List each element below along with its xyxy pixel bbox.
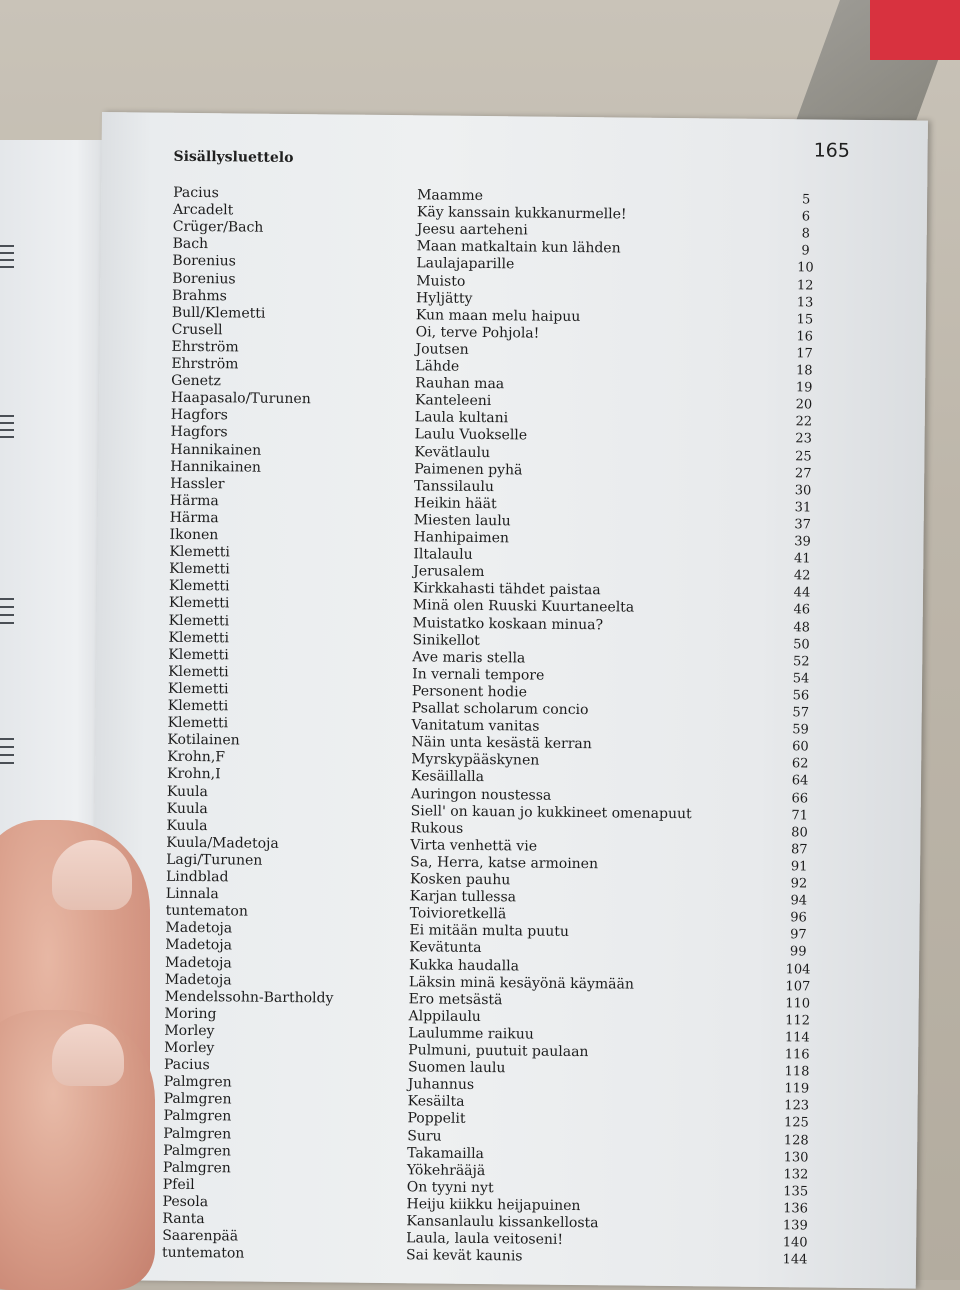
page-reference: 139 [782, 1218, 808, 1234]
song-title: Miesten laulu [413, 512, 511, 530]
page-reference: 6 [801, 209, 811, 225]
staff-line-mark [0, 622, 14, 624]
page-reference: 62 [791, 756, 809, 772]
song-title: Suru [407, 1127, 442, 1145]
page-reference: 56 [792, 688, 810, 704]
song-title: Hyljätty [415, 289, 473, 307]
song-title: Kanteleeni [414, 392, 492, 410]
song-title: Siell' on kauan jo kukkineet omenapuut [410, 802, 692, 822]
song-title: Paimenen pyhä [414, 460, 523, 479]
song-title: Juhannus [407, 1076, 475, 1094]
page-reference: 8 [801, 226, 810, 242]
staff-line-mark [0, 738, 14, 740]
composer-name: Morley [164, 1022, 215, 1040]
composer-name: Bull/Klemetti [171, 304, 266, 322]
song-title: Jeesu aarteheni [416, 221, 528, 239]
staff-line-mark [0, 614, 14, 616]
composer-name: Klemetti [168, 578, 230, 595]
composer-name: Morley [164, 1039, 215, 1057]
staff-line-mark [0, 252, 14, 254]
song-title: Sai kevät kaunis [405, 1247, 523, 1265]
song-title: Ave maris stella [412, 648, 526, 667]
song-title: Maan matkaltain kun lähden [416, 238, 621, 257]
composer-name: Klemetti [168, 629, 230, 646]
composer-name: Borenius [172, 253, 236, 270]
song-title: Sinikellot [412, 631, 480, 649]
staff-line-mark [0, 762, 14, 764]
composer-name: Palmgren [162, 1159, 231, 1177]
page-reference: 44 [793, 585, 811, 601]
song-title: Personent hodie [411, 683, 527, 701]
staff-line-mark [0, 266, 14, 268]
composer-name: Klemetti [168, 595, 230, 612]
composer-name: Genetz [171, 372, 222, 390]
composer-name: Ranta [162, 1210, 205, 1228]
page-reference: 119 [784, 1081, 810, 1097]
page-reference: 99 [789, 944, 807, 960]
finger [0, 1010, 155, 1290]
page-reference: 135 [783, 1183, 809, 1200]
song-title: Vanitatum vanitas [411, 717, 540, 735]
song-title: Myrskypääskynen [411, 751, 540, 769]
composer-name: Lagi/Turunen [166, 851, 263, 869]
composer-name: tuntematon [165, 902, 248, 920]
song-title: Minä olen Ruuski Kuurtaneelta [412, 597, 635, 616]
page-reference: 107 [785, 978, 811, 995]
song-title: Tanssilaulu [414, 477, 494, 495]
composer-name: Palmgren [163, 1090, 232, 1108]
song-title: Kesäilta [407, 1093, 465, 1111]
page-reference: 42 [793, 568, 811, 584]
staff-line-mark [0, 746, 14, 748]
page-reference: 39 [794, 534, 811, 550]
composer-name: Klemetti [167, 697, 229, 715]
staff-line-mark [0, 429, 14, 431]
song-title: Laulumme raikuu [408, 1025, 534, 1043]
composer-name: Moring [164, 1005, 217, 1023]
composer-name: Pacius [173, 184, 219, 202]
composer-name: Bach [172, 236, 209, 253]
page-reference: 20 [795, 397, 813, 413]
page-reference: 116 [784, 1047, 810, 1063]
page-reference: 19 [795, 380, 813, 396]
composer-name: Härma [169, 492, 219, 510]
page-reference: 118 [784, 1064, 810, 1080]
thumb-nail [52, 840, 132, 910]
song-title: Ero metsästä [408, 990, 503, 1008]
page-reference: 94 [790, 893, 808, 909]
song-title: Kosken pauhu [409, 871, 511, 889]
song-title: On tyyni nyt [406, 1179, 494, 1196]
song-title: Läksin minä kesäyönä käymään [408, 973, 634, 993]
page-reference: 57 [792, 705, 810, 721]
composer-name: Madetoja [165, 937, 233, 954]
page-reference: 30 [794, 482, 812, 499]
song-title: Laulu Vuokselle [414, 426, 528, 444]
staff-line-mark [0, 422, 14, 424]
page-reference: 87 [790, 842, 808, 858]
page-reference: 10 [797, 260, 814, 276]
composer-name: Mendelssohn-Bartholdy [164, 988, 334, 1007]
song-title: Auringon noustessa [410, 785, 552, 804]
composer-name: Pfeil [162, 1176, 195, 1193]
composer-name: tuntematon [161, 1244, 245, 1262]
composer-name: Kotilainen [167, 731, 240, 749]
song-title: Kirkkahasti tähdet paistaa [412, 580, 601, 599]
page-reference: 92 [790, 876, 808, 892]
page-reference: 60 [792, 739, 809, 755]
page-reference: 54 [792, 671, 810, 687]
staff-line-mark [0, 436, 14, 438]
composer-name: Madetoja [165, 954, 232, 971]
page-reference: 13 [796, 294, 814, 311]
song-title: Lähde [415, 358, 460, 375]
page-reference: 18 [795, 363, 813, 379]
composer-name: Saarenpää [162, 1227, 239, 1245]
composer-name: Palmgren [163, 1125, 232, 1142]
composer-name: Härma [169, 509, 219, 527]
page-reference: 37 [794, 517, 812, 533]
staff-line-mark [0, 415, 14, 417]
song-title: Ei mitään multa puutu [409, 922, 570, 941]
composer-name: Madetoja [164, 971, 232, 988]
song-title: Kevätlaulu [414, 443, 491, 461]
page-reference: 15 [796, 311, 814, 328]
composer-name: Klemetti [167, 714, 229, 732]
page-reference: 91 [790, 859, 808, 875]
page-reference: 132 [783, 1166, 809, 1183]
song-title: Kesäillalla [410, 768, 485, 786]
page-reference: 80 [791, 824, 808, 841]
page-reference: 27 [794, 465, 812, 482]
contents-page [90, 112, 928, 1289]
song-title: Rauhan maa [415, 375, 505, 393]
page-reference: 130 [783, 1149, 809, 1166]
song-title: Kansanlaulu kissankellosta [406, 1213, 599, 1232]
page-reference: 104 [785, 961, 811, 977]
song-title: Jerusalem [413, 563, 485, 581]
page-reference: 128 [783, 1132, 809, 1148]
song-title: Joutsen [415, 341, 469, 358]
composer-name: Lindblad [165, 868, 229, 886]
composer-name: Palmgren [163, 1142, 232, 1160]
song-title: Muisto [416, 272, 466, 290]
page-reference: 71 [791, 807, 809, 824]
page-reference: 140 [782, 1235, 808, 1251]
page-reference: 22 [795, 414, 813, 430]
composer-name: Hagfors [170, 424, 228, 441]
composer-name: Hagfors [170, 407, 228, 424]
composer-name: Hannikainen [170, 441, 262, 459]
page-reference: 66 [791, 790, 809, 806]
composer-name: Hannikainen [170, 458, 262, 476]
song-title: Psallat scholarum concio [411, 700, 589, 719]
song-title: Yökehrääjä [406, 1161, 486, 1179]
composer-name: Pesola [162, 1193, 209, 1211]
finger-nail [52, 1024, 124, 1086]
composer-name: Crusell [171, 321, 223, 339]
page-reference: 59 [792, 722, 809, 738]
page-reference: 9 [801, 243, 810, 259]
page-reference: 144 [782, 1252, 808, 1268]
song-title: Näin unta kesästä kerran [411, 734, 592, 753]
song-title: Laulajaparille [416, 255, 515, 273]
page-reference: 64 [791, 773, 809, 789]
page-reference: 17 [796, 346, 813, 362]
page-reference: 97 [790, 927, 807, 943]
composer-name: Linnala [165, 885, 219, 903]
song-title: Rukous [410, 819, 464, 837]
page-reference: 46 [793, 602, 811, 618]
song-title: Hanhipaimen [413, 529, 510, 547]
composer-name: Ehrström [171, 338, 239, 356]
page-reference: 123 [784, 1098, 810, 1114]
song-title: Poppelit [407, 1110, 466, 1128]
composer-name: Palmgren [163, 1108, 232, 1125]
song-title: Kevätunta [409, 939, 482, 957]
song-title: Toivioretkellä [409, 905, 507, 923]
red-book-corner [870, 0, 960, 60]
composer-name: Pacius [163, 1056, 210, 1074]
song-title: Laula, laula veitoseni! [406, 1230, 564, 1248]
composer-name: Klemetti [168, 646, 229, 664]
page-reference: 125 [783, 1115, 809, 1131]
page-reference: 114 [784, 1030, 810, 1046]
page-reference: 52 [792, 653, 810, 670]
page-reference: 31 [794, 500, 812, 516]
page-number: 165 [813, 139, 851, 162]
composer-name: Brahms [172, 287, 227, 304]
page-reference: 12 [796, 277, 814, 293]
composer-name: Klemetti [169, 560, 230, 578]
staff-line-mark [0, 245, 14, 247]
staff-line-mark [0, 754, 14, 756]
composer-name: Madetoja [165, 920, 233, 937]
song-title: Suomen laulu [407, 1059, 506, 1077]
page-reference: 50 [793, 636, 810, 653]
song-title: Heiju kiikku heijapuinen [406, 1196, 581, 1214]
song-title: Takamailla [407, 1144, 485, 1162]
composer-name: Klemetti [167, 680, 229, 698]
page-reference: 110 [785, 995, 811, 1012]
staff-line-mark [0, 598, 14, 600]
composer-name: Ehrström [171, 355, 239, 373]
composer-name: Arcadelt [172, 201, 234, 219]
song-title: Pulmuni, puutuit paulaan [408, 1042, 589, 1061]
page-reference: 48 [793, 619, 810, 635]
song-title: Heikin häät [413, 495, 497, 512]
composer-name: Kuula [166, 783, 208, 800]
page-reference: 96 [790, 910, 807, 926]
page-reference: 23 [795, 431, 812, 447]
song-title: Karjan tullessa [409, 888, 517, 906]
song-title: Muistatko koskaan minua? [412, 614, 604, 633]
song-title: Kun maan melu haipuu [415, 306, 581, 325]
staff-line-mark [0, 259, 14, 261]
composer-name: Kuula [166, 817, 208, 834]
page-heading: Sisällysluettelo [173, 148, 294, 167]
page-reference: 5 [801, 192, 811, 208]
composer-name: Kuula [166, 800, 208, 817]
staff-line-mark [0, 606, 14, 608]
song-title: Käy kanssain kukkanurmelle! [416, 204, 627, 223]
composer-name: Borenius [172, 270, 236, 287]
song-title: In vernali tempore [412, 666, 545, 684]
composer-name: Krohn,F [167, 749, 226, 766]
song-title: Laula kultani [414, 409, 509, 427]
composer-name: Klemetti [169, 543, 230, 561]
page-reference: 16 [796, 329, 814, 345]
composer-name: Krohn,I [166, 766, 221, 783]
composer-name: Ikonen [169, 526, 219, 544]
page-reference: 41 [793, 551, 811, 567]
composer-name: Hassler [170, 475, 225, 492]
song-title: Alppilaulu [408, 1008, 481, 1025]
song-title: Sa, Herra, katse armoinen [410, 854, 599, 873]
song-title: Kukka haudalla [409, 956, 520, 974]
composer-name: Klemetti [168, 612, 230, 629]
song-title: Virta venhettä vie [410, 837, 538, 855]
song-title: Maamme [417, 187, 484, 204]
composer-name: Haapasalo/Turunen [170, 389, 311, 408]
composer-name: Crüger/Bach [172, 218, 264, 236]
song-title: Iltalaulu [413, 546, 473, 563]
song-title: Oi, terve Pohjola! [415, 324, 540, 342]
composer-name: Kuula/Madetoja [166, 834, 279, 852]
composer-name: Palmgren [163, 1073, 232, 1091]
page-reference: 112 [785, 1013, 811, 1029]
page-reference: 25 [795, 448, 812, 464]
page-reference: 136 [783, 1201, 809, 1217]
composer-name: Klemetti [168, 663, 229, 681]
